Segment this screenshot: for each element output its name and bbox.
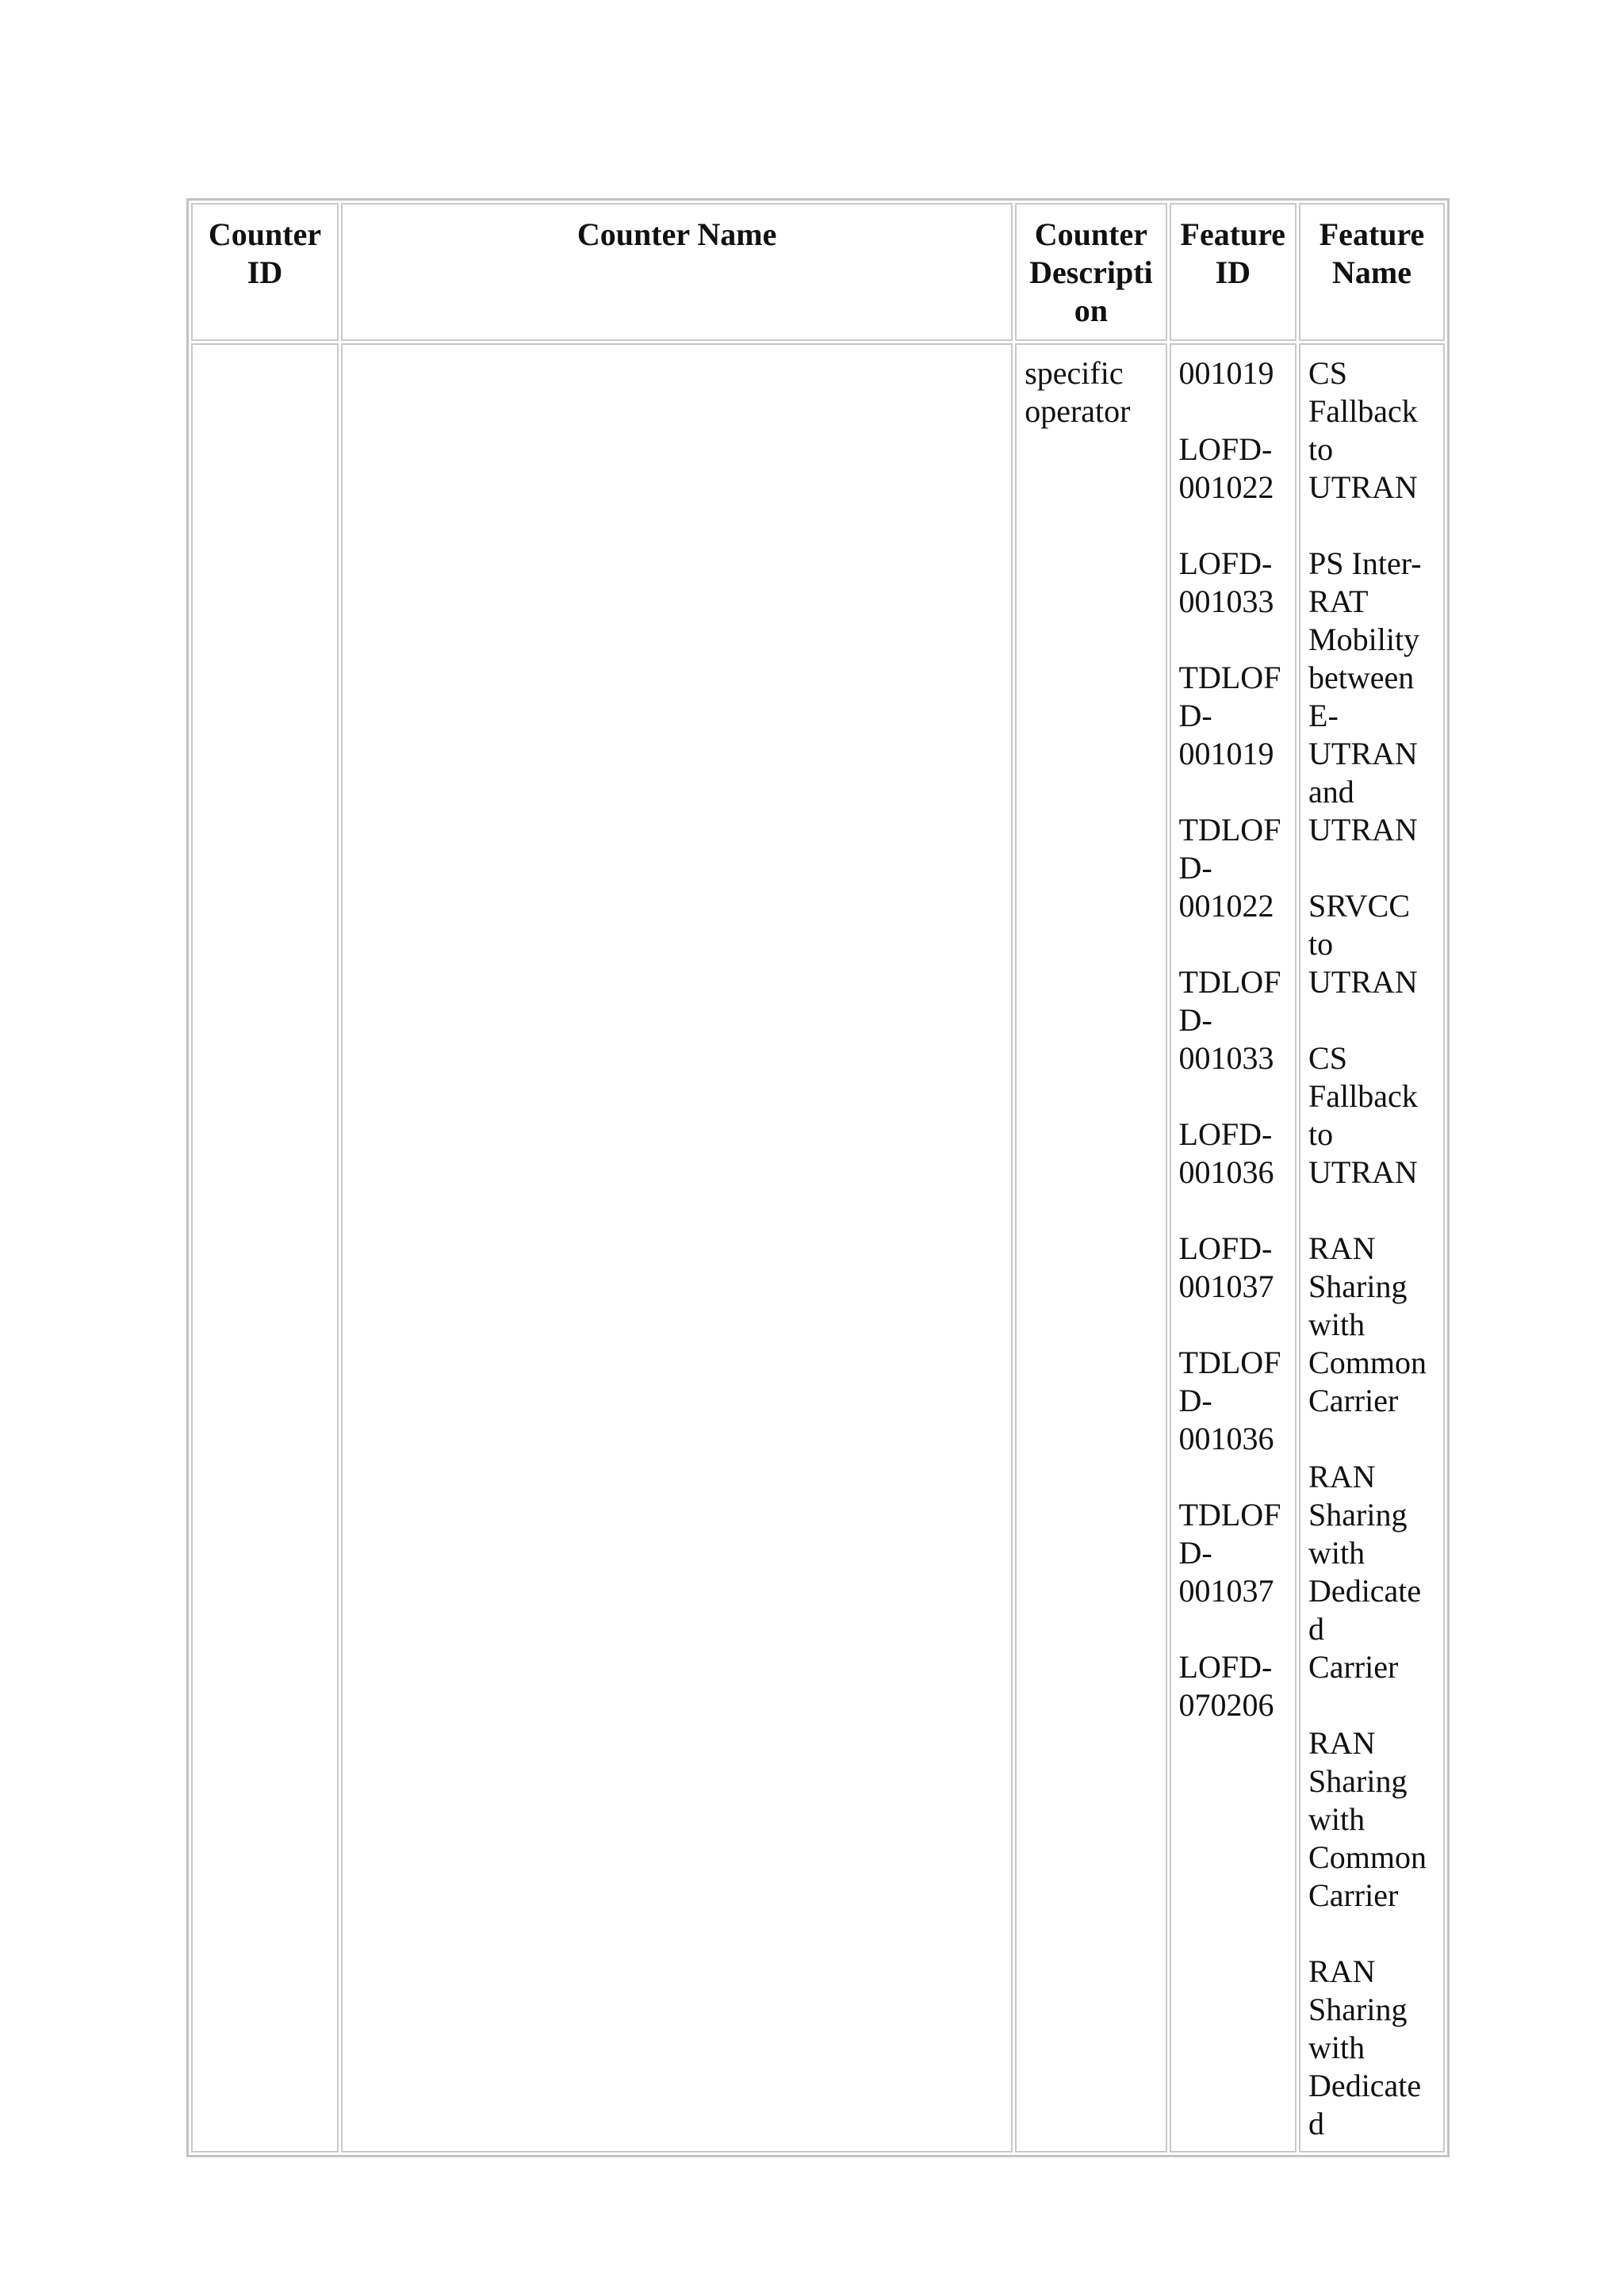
feature-name-item: CS Fallback to UTRAN	[1308, 355, 1418, 505]
cell-counter-name	[341, 343, 1013, 2152]
feature-name-item: RAN Sharing with Common Carrier	[1308, 1725, 1427, 1913]
feature-id-item: TDLOF D- 001022	[1178, 812, 1281, 924]
feature-id-item: LOFD- 001036	[1178, 1116, 1274, 1190]
feature-name-item: CS Fallback to UTRAN	[1308, 1040, 1418, 1190]
feature-name-item: RAN Sharing with Dedicated	[1308, 1954, 1422, 2141]
feature-id-item: LOFD- 001037	[1178, 1230, 1274, 1304]
cell-counter-description	[1015, 343, 1166, 2152]
header-counter-id: Counter ID	[191, 203, 339, 341]
cell-counter-id	[191, 343, 339, 2152]
counter-description-text: specific operator	[1025, 355, 1131, 429]
feature-id-item: TDLOF D- 001019	[1178, 660, 1281, 771]
feature-name-item: RAN Sharing with Common Carrier	[1308, 1230, 1427, 1418]
header-counter-name: Counter Name	[341, 203, 1013, 341]
header-feature-name: Feature Name	[1299, 203, 1445, 341]
feature-id-item: TDLOF D- 001033	[1178, 964, 1281, 1076]
table-header	[191, 203, 1445, 341]
feature-id-item: LOFD- 001033	[1178, 545, 1274, 619]
feature-name-item: SRVCC to UTRAN	[1308, 888, 1418, 1000]
feature-id-item: 001019	[1178, 355, 1274, 391]
cell-feature-ids	[1170, 343, 1297, 2152]
header-counter-description: Counter Description	[1015, 203, 1166, 341]
header-row	[191, 203, 1445, 341]
feature-id-item: TDLOF D- 001037	[1178, 1497, 1281, 1609]
header-feature-id: Feature ID	[1170, 203, 1297, 341]
feature-id-item: LOFD- 001022	[1178, 431, 1274, 505]
feature-name-item: PS Inter- RAT Mobility between E- UTRAN and UTRAN	[1308, 545, 1422, 848]
feature-name-item: RAN Sharing with Dedicated Carrier	[1308, 1459, 1422, 1685]
cell-feature-names	[1299, 343, 1445, 2152]
table-body	[191, 343, 1445, 2152]
counter-table	[186, 198, 1450, 2157]
feature-id-item: TDLOF D- 001036	[1178, 1345, 1281, 1456]
feature-id-item: LOFD- 070206	[1178, 1649, 1274, 1723]
table-row	[191, 343, 1445, 2152]
